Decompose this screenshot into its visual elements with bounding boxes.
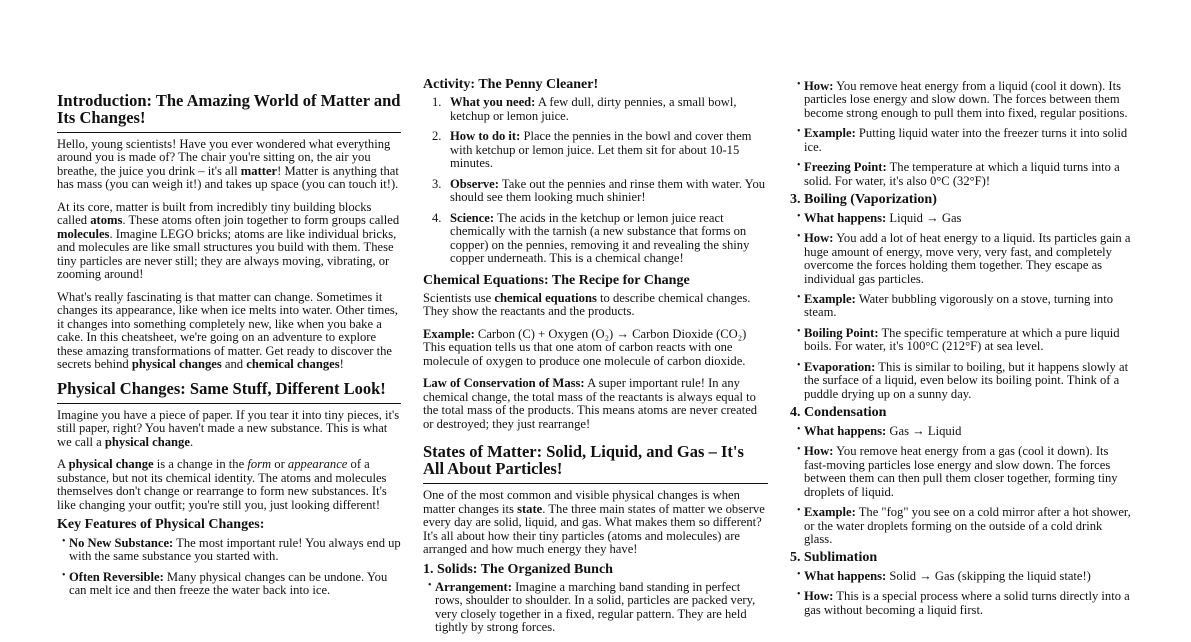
solids-heading: 1. Solids: The Organized Bunch xyxy=(423,561,613,577)
list-item: 2. How to do it: Place the pennies in the bowl and cover them with ketchup or lemon juice. Let them sit for about 10-15 minutes. xyxy=(432,129,752,171)
conservation-of-mass: Law of Conservation of Mass: A super important rule! In any chemical change, the total mass of the reactants is always equal to the total mass of the products. This means atoms are never created or destroyed; they just rearrange! xyxy=(423,376,758,431)
column-middle xyxy=(423,77,768,642)
physical-changes-heading: Physical Changes: Same Stuff, Different Look! xyxy=(57,381,401,405)
list-item: 4. Science: The acids in the ketchup or lemon juice react chemically with the tarnish (a new substance that forms on copper) on the pennies, removing it and revealing the shiny copper underneath. This is a chemical change! xyxy=(432,210,750,266)
activity-heading: Activity: The Penny Cleaner! xyxy=(423,77,599,92)
key-features-list xyxy=(57,537,401,598)
list-item: • How: This is a special process where a solid turns directly into a gas without becoming a liquid first. xyxy=(792,590,1132,617)
activity-steps-list xyxy=(423,96,768,265)
physical-paragraph-2: A physical change is a change in the form or appearance of a substance, but not its chemical identity. The atoms and molecules themselves don't change or rearrange to form new substances. It's like changing your outfit; you're still you, just looking different! xyxy=(57,457,387,512)
list-item: • Often Reversible: Many physical changes can be undone. You can melt ice and then freeze the water back into ice. xyxy=(57,571,401,598)
list-item: • What happens: Gas → Liquid xyxy=(792,425,1132,438)
list-item: 3. Observe: Take out the pennies and rinse them with water. You should see them looking much shinier! xyxy=(432,176,766,205)
solids-list xyxy=(423,581,768,635)
intro-heading: Introduction: The Amazing World of Matter and Its Changes! xyxy=(57,93,401,133)
list-item: 1. What you need: A few dull, dirty pennies, a small bowl, ketchup or lemon juice. xyxy=(432,95,737,123)
list-item: • No New Substance: The most important rule! You always end up with the same substance you started with. xyxy=(57,537,401,564)
condensation-list xyxy=(792,425,1132,547)
intro-paragraph-1: Hello, young scientists! Have you ever wondered what everything around you is made of? The chair you're sitting on, the air you breathe, the juice you drink – it's all matter! Matter is anything that has mass (you can weigh it!) and takes up space (you can touch it!). xyxy=(57,137,399,192)
list-item: • What happens: Liquid → Gas xyxy=(792,212,1132,225)
boiling-heading: 3. Boiling (Vaporization) xyxy=(790,192,937,208)
sublimation-list xyxy=(792,570,1132,617)
list-item: • Example: Putting liquid water into the freezer turns it into solid ice. xyxy=(792,127,1132,154)
physical-paragraph-1: Imagine you have a piece of paper. If you tear it into tiny pieces, it's still paper, right? You haven't made a new substance. This is what we call a physical change. xyxy=(57,408,400,449)
list-item: • Example: The "fog" you see on a cold mirror after a hot shower, or the water droplets forming on the outside of a cold drink glass. xyxy=(792,506,1132,546)
list-item: • How: You remove heat energy from a gas (cool it down). Its fast-moving particles lose energy and slow down. The forces between them can then pull them closer together, forming tiny droplets of liquid. xyxy=(792,445,1132,499)
list-item: • What happens: Solid → Gas (skipping the liquid state!) xyxy=(792,570,1132,583)
list-item: • Example: Water bubbling vigorously on a stove, turning into steam. xyxy=(792,293,1132,320)
list-item: • How: You remove heat energy from a liquid (cool it down). Its particles lose energy and slow down. The forces between them become strong enough to pull them into fixed, regular positions. xyxy=(792,80,1132,120)
chemical-equations-heading: Chemical Equations: The Recipe for Change xyxy=(423,272,690,288)
states-paragraph: One of the most common and visible physical changes is when matter changes its state. The three main states of matter we observe every day are solid, liquid, and gas. What makes them so different? It's all about how their tiny particles (atoms and molecules) are arranged and how much energy they have! xyxy=(423,488,765,557)
list-item: • How: You add a lot of heat energy to a liquid. Its particles gain a huge amount of energy, move very, very fast, and completely overcome the forces holding them together. They escape as individual gas particles. xyxy=(792,232,1132,286)
equation-example: Example: Carbon (C) + Oxygen (O₂) → Carbon Dioxide (CO₂) This equation tells us that one atom of carbon reacts with one molecule of oxygen to produce one molecule of carbon dioxide. xyxy=(423,326,747,368)
list-item: • Freezing Point: The temperature at which a liquid turns into a solid. For water, it's also 0°C (32°F)! xyxy=(792,161,1132,188)
states-of-matter-heading: States of Matter: Solid, Liquid, and Gas – It's All About Particles! xyxy=(423,444,768,484)
boiling-list xyxy=(792,212,1132,402)
equations-paragraph: Scientists use chemical equations to describe chemical changes. They show the reactants and the products. xyxy=(423,290,751,319)
intro-paragraph-3: What's really fascinating is that matter can change. Sometimes it changes its appearance, like when ice melts into water. Other times, it changes into something completely new, like when you bake a cake. In this cheatsheet, we're going on an adventure to explore these amazing transformations of matter. Get ready to discover the secrets behind physical changes and chemical changes! xyxy=(57,289,398,372)
intro-paragraph-2: At its core, matter is built from incredibly tiny building blocks called atoms. These atoms often join together to form groups called molecules. Imagine LEGO bricks; atoms are like individual bricks, and molecules are like small structures you build with them. These tiny particles are never still; they are always moving, vibrating, or zooming around! xyxy=(57,199,400,282)
list-item: • Arrangement: Imagine a marching band standing in perfect rows, shoulder to shoulder. In a solid, particles are packed very, very closely together in a fixed, regular pattern. They are held tightly by strong forces. xyxy=(423,581,768,635)
condensation-heading: 4. Condensation xyxy=(790,405,887,421)
list-item: • Boiling Point: The specific temperature at which a pure liquid boils. For water, it's 100°C (212°F) at sea level. xyxy=(792,327,1132,354)
column-left xyxy=(57,93,401,605)
key-features-heading: Key Features of Physical Changes: xyxy=(57,517,265,533)
freezing-list xyxy=(792,80,1132,188)
list-item: • Evaporation: This is similar to boiling, but it happens slowly at the surface of a liquid, even below its boiling point. Think of a puddle drying up on a sunny day. xyxy=(792,361,1132,401)
column-right xyxy=(790,80,1132,624)
sublimation-heading: 5. Sublimation xyxy=(790,550,878,566)
